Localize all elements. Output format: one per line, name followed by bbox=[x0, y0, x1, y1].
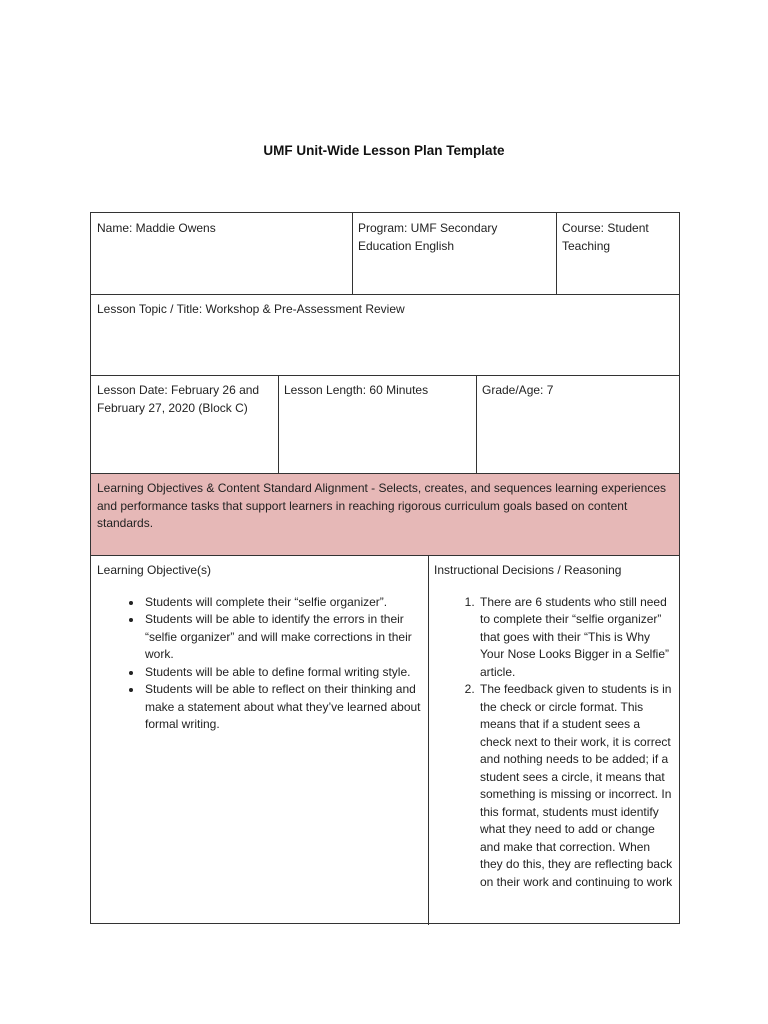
program-cell: Program: UMF Secondary Education English bbox=[358, 221, 498, 253]
list-item: • Students will be able to identify the errors in their “selfie organizer” and will make corrections in their work. bbox=[143, 611, 422, 664]
instructional-decisions-list bbox=[434, 594, 673, 892]
instructional-decisions-cell bbox=[428, 555, 679, 925]
name-cell: Name: Maddie Owens bbox=[97, 221, 216, 235]
lesson-plan-table bbox=[90, 212, 680, 924]
list-item: 2. The feedback given to students is in the check or circle format. This means that if a student sees a check next to their work, it is correct and nothing needs to be added; if a student sees a circle, it means that something is missing or incorrect. In this format, students must identify what they need to add or change and make that correction. When they do this, they are reflecting back on their work and continuing to work bbox=[478, 681, 673, 891]
course-cell: Course: Student Teaching bbox=[562, 221, 649, 253]
learning-objectives-cell bbox=[91, 555, 428, 925]
objectives-banner: Learning Objectives & Content Standard Alignment - Selects, creates, and sequences learning experiences and performance tasks that support learners in reaching rigorous curriculum goals based on content standards. bbox=[97, 481, 667, 530]
list-item: 1. There are 6 students who still need to complete their “selfie organizer” that goes with their “This is Why Your Nose Looks Bigger in a Selfie” article. bbox=[478, 594, 673, 682]
learning-objectives-heading: Learning Objective(s) bbox=[97, 563, 212, 577]
lesson-topic-cell: Lesson Topic / Title: Workshop & Pre-Assessment Review bbox=[97, 302, 405, 316]
lesson-length-cell: Lesson Length: 60 Minutes bbox=[284, 383, 429, 397]
grade-age-cell: Grade/Age: 7 bbox=[482, 383, 554, 397]
list-item: • Students will be able to define formal writing style. bbox=[143, 664, 422, 682]
page-title: UMF Unit-Wide Lesson Plan Template bbox=[263, 143, 505, 158]
list-item: • Students will complete their “selfie organizer”. bbox=[143, 594, 422, 612]
list-item: • Students will be able to reflect on their thinking and make a statement about what they’ve learned about formal writing. bbox=[143, 681, 422, 734]
lesson-date-cell: Lesson Date: February 26 and February 27, 2020 (Block C) bbox=[97, 383, 260, 415]
instructional-decisions-heading: Instructional Decisions / Reasoning bbox=[434, 563, 622, 577]
learning-objectives-list bbox=[97, 594, 422, 734]
